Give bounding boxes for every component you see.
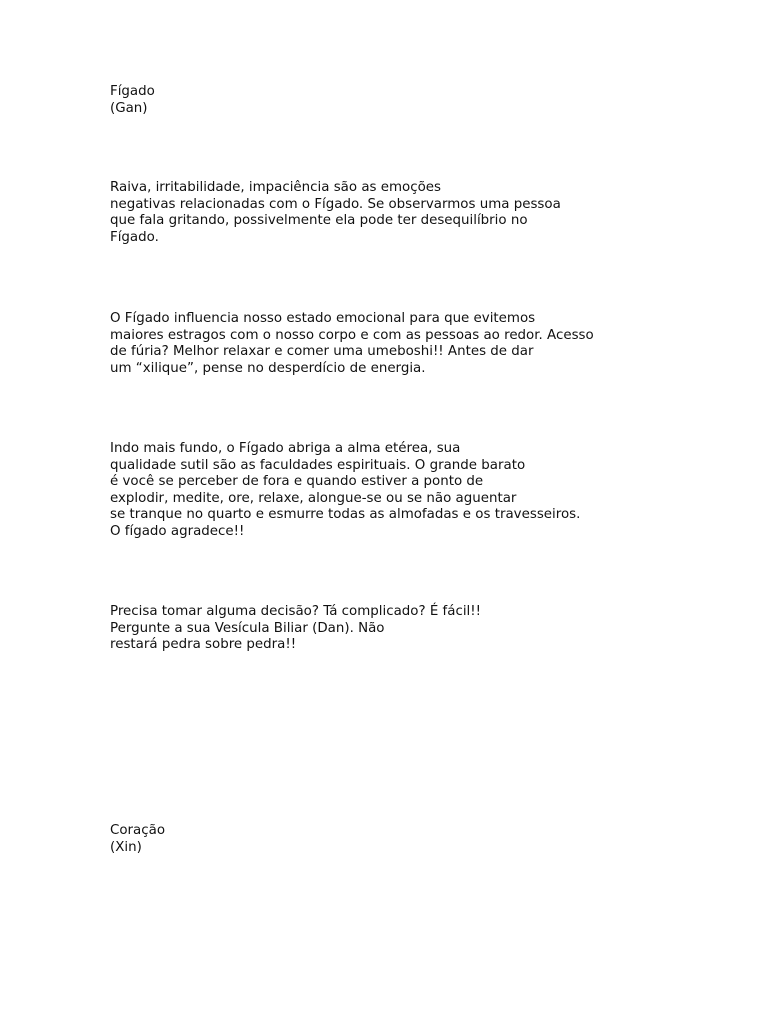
paragraph-line: Precisa tomar alguma decisão? Tá complicado? É fácil!! — [110, 604, 482, 619]
section-title: Fígado — [110, 84, 155, 99]
paragraph-line: O fígado agradece!! — [110, 523, 245, 539]
paragraph-line: um “xilique”, pense no desperdício de energia. — [110, 360, 426, 376]
section-subtitle: (Gan) — [110, 100, 148, 116]
paragraph-line: Fígado. — [110, 229, 159, 245]
section-subtitle: (Xin) — [110, 839, 142, 855]
paragraph-line: restará pedra sobre pedra!! — [110, 637, 297, 653]
paragraph-line: qualidade sutil são as faculdades espirituais. O grande barato — [110, 457, 526, 473]
section-heading-figado — [110, 84, 155, 117]
paragraph-line: de fúria? Melhor relaxar e comer uma umeboshi!! Antes de dar — [110, 344, 534, 360]
paragraph-decision — [110, 604, 481, 654]
paragraph-line: é você se perceber de fora e quando estiver a ponto de — [110, 474, 484, 490]
paragraph-emotions — [110, 180, 561, 246]
paragraph-line: maiores estragos com o nosso corpo e com as pessoas ao redor. Acesso — [110, 327, 594, 343]
paragraph-line: O Fígado influencia nosso estado emocional para que evitemos — [110, 311, 536, 326]
paragraph-line: Indo mais fundo, o Fígado abriga a alma etérea, sua — [110, 441, 461, 456]
paragraph-line: negativas relacionadas com o Fígado. Se observarmos uma pessoa — [110, 196, 561, 212]
paragraph-ethereal-soul — [110, 441, 580, 541]
paragraph-line: que fala gritando, possivelmente ela pode ter desequilíbrio no — [110, 213, 528, 229]
paragraph-line: Raiva, irritabilidade, impaciência são as emoções — [110, 180, 442, 195]
section-heading-coracao — [110, 823, 165, 856]
paragraph-line: explodir, medite, ore, relaxe, alongue-se ou se não aguentar — [110, 490, 517, 506]
section-title: Coração — [110, 823, 166, 838]
paragraph-line: se tranque no quarto e esmurre todas as almofadas e os travesseiros. — [110, 507, 581, 523]
paragraph-influence — [110, 311, 594, 377]
paragraph-line: Pergunte a sua Vesícula Biliar (Dan). Não — [110, 620, 385, 636]
